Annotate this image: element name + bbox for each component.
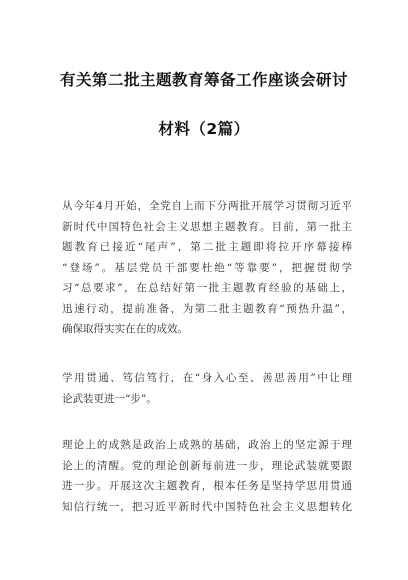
paragraph-line: 确保取得实实在在的成效。 <box>62 323 188 335</box>
paragraph-line: 论上的清醒。党的理论创新每前进一步，理论武装就要跟 <box>62 459 352 472</box>
paragraph-line: 知信行统一，把习近平新时代中国特色社会主义思想转化 <box>62 500 352 513</box>
paragraph-line: 理论上的成熟是政治上成熟的基础，政治上的坚定源于理 <box>62 439 352 451</box>
paragraph-line: 习“总要求”，在总结好第一批主题教育经验的基础上， <box>62 282 352 294</box>
paragraph-line: 论武装更进一“步”。 <box>62 392 157 405</box>
paragraph-2 <box>62 368 352 409</box>
paragraph-line: 迅速行动，提前准备，为第二批主题教育“预热升温”， <box>62 302 352 315</box>
paragraph-line: “登场”。基层党员干部要杜绝“等靠要”，把握贯彻学 <box>62 261 352 274</box>
paragraph-line: 新时代中国特色社会主义思想主题教育。目前，第一批主 <box>62 220 352 233</box>
paragraph-line: 题教育已接近“尾声”，第二批主题即将拉开序幕接棒 <box>62 241 352 253</box>
document-title-line-1: 有关第二批主题教育筹备工作座谈会研讨 <box>59 71 348 89</box>
paragraph-3 <box>62 435 352 517</box>
paragraph-1 <box>62 196 352 340</box>
paragraph-line: 进一步。开展这次主题教育，根本任务是坚持学思用贯通 <box>62 480 352 492</box>
paragraph-line: 学用贯通、笃信笃行，在“身入心至、善思善用”中让理 <box>62 372 352 384</box>
paragraph-line: 从今年4月开始，全党自上而下分两批开展学习贯彻习近平 <box>62 200 352 212</box>
document-title-line-2: 材料（2篇） <box>158 120 250 138</box>
